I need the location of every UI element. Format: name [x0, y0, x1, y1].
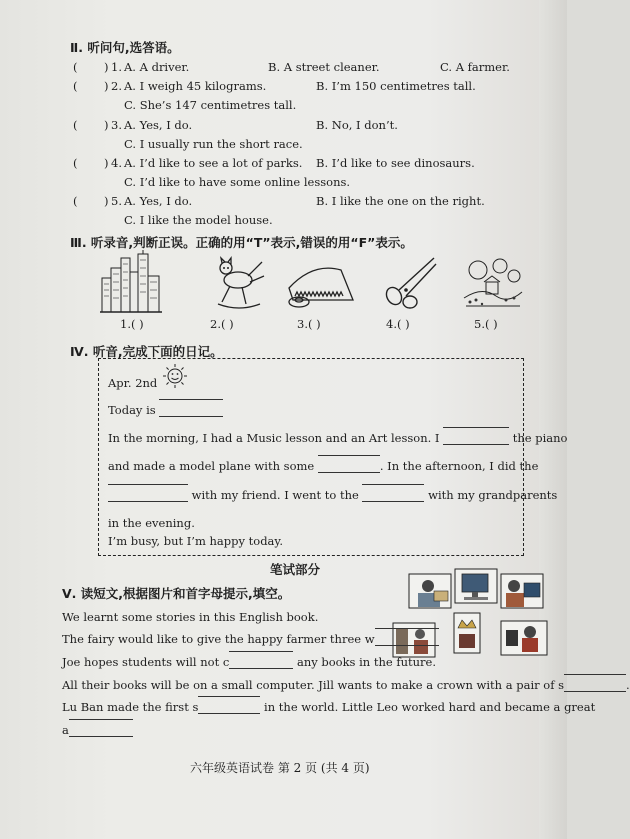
diary-line-1: In the morning, I had a Music lesson and an Art lesson. I the piano — [108, 431, 568, 445]
section-5-title: Ⅴ. 读短文,根据图片和首字母提示,填空。 — [62, 586, 291, 601]
blank-evening-place[interactable] — [362, 489, 424, 502]
item-4-num: 4. — [111, 156, 122, 170]
section-2-title: Ⅱ. 听问句,选答语。 — [70, 40, 180, 55]
passage-line-2: The fairy would like to give the happy farmer three w — [62, 632, 439, 646]
tf-answer-1[interactable]: 1.( ) — [120, 317, 144, 331]
diary-line-2: and made a model plane with some . In the afternoon, I did the — [108, 459, 539, 473]
item-3-option-c: C. I usually run the short race. — [124, 137, 303, 151]
passage-line-5: Lu Ban made the first s in the world. Little Leo worked hard and became a great — [62, 700, 596, 714]
answer-paren-close-4: ) — [104, 156, 109, 170]
item-5-option-a: A. Yes, I do. — [124, 194, 193, 208]
item-4-option-a: A. I’d like to see a lot of parks. — [124, 156, 303, 170]
item-2-num: 2. — [111, 79, 122, 93]
tf-answer-2[interactable]: 2.( ) — [210, 317, 234, 331]
item-3-num: 3. — [111, 118, 122, 132]
item-5-num: 5. — [111, 194, 122, 208]
passage-line-3: Joe hopes students will not c any books in the future. — [62, 655, 436, 669]
item-2-option-c: C. She’s 147 centimetres tall. — [124, 98, 297, 112]
answer-paren-2[interactable]: ( — [73, 79, 78, 93]
answer-paren-close-2: ) — [104, 79, 109, 93]
item-2-option-b: B. I’m 150 centimetres tall. — [316, 79, 476, 93]
cat-flying-icon — [212, 256, 266, 312]
diary-line-4: in the evening. — [108, 516, 195, 530]
reading-boy-picture — [408, 573, 452, 609]
garden-scene-icon — [462, 256, 524, 312]
blank-wishes[interactable] — [375, 633, 439, 646]
item-4-option-b: B. I’d like to see dinosaurs. — [316, 156, 475, 170]
diary-today-label: Today is — [108, 403, 223, 417]
tf-answer-5[interactable]: 5.( ) — [474, 317, 498, 331]
answer-paren-close-1: ) — [104, 60, 109, 74]
computer-picture — [454, 568, 498, 604]
blank-saw[interactable] — [198, 701, 260, 714]
passage-line-1: We learnt some stories in this English book. — [62, 610, 319, 624]
section-4-title: Ⅳ. 听音,完成下面的日记。 — [70, 344, 223, 359]
tf-answer-4[interactable]: 4.( ) — [386, 317, 410, 331]
diary-line-3: with my friend. I went to the with my grandparents — [108, 488, 557, 502]
item-1-option-a: A. A driver. — [124, 60, 190, 74]
item-4-option-c: C. I’d like to have some online lessons. — [124, 175, 351, 189]
boy-with-computer-picture — [500, 573, 544, 609]
item-2-option-a: A. I weigh 45 kilograms. — [124, 79, 267, 93]
item-3-option-b: B. No, I don’t. — [316, 118, 398, 132]
answer-paren-4[interactable]: ( — [73, 156, 78, 170]
item-3-option-a: A. Yes, I do. — [124, 118, 193, 132]
saw-and-tape-icon — [283, 260, 357, 310]
answer-paren-1[interactable]: ( — [73, 60, 78, 74]
item-1-num: 1. — [111, 60, 122, 74]
item-1-option-b: B. A street cleaner. — [268, 60, 380, 74]
answer-paren-3[interactable]: ( — [73, 118, 78, 132]
saw-workshop-picture — [500, 620, 548, 656]
page-footer: 六年级英语试卷 第 2 页 (共 4 页) — [190, 761, 370, 775]
crown-scissors-picture — [453, 612, 481, 654]
tf-answer-3[interactable]: 3.( ) — [297, 317, 321, 331]
item-5-option-c: C. I like the model house. — [124, 213, 273, 227]
today-blank[interactable] — [159, 404, 223, 417]
written-part-title: 笔试部分 — [270, 562, 321, 577]
diary-date: Apr. 2nd — [108, 376, 158, 390]
answer-paren-5[interactable]: ( — [73, 194, 78, 208]
passage-line-6: a — [62, 723, 133, 737]
scissors-icon — [384, 254, 438, 310]
blank-afternoon-activity[interactable] — [108, 489, 188, 502]
blank-materials[interactable] — [318, 460, 380, 473]
item-5-option-b: B. I like the one on the right. — [316, 194, 485, 208]
city-skyline-icon — [100, 250, 162, 314]
item-1-option-c: C. A farmer. — [440, 60, 510, 74]
answer-paren-close-3: ) — [104, 118, 109, 132]
diary-line-5: I’m busy, but I’m happy today. — [108, 534, 284, 548]
blank-carry[interactable] — [229, 656, 293, 669]
sun-icon — [162, 363, 188, 389]
answer-paren-close-5: ) — [104, 194, 109, 208]
passage-line-4: All their books will be on a small computer. Jill wants to make a crown with a pair of s . — [62, 678, 630, 692]
blank-scissors[interactable] — [564, 679, 626, 692]
section-3-title: Ⅲ. 听录音,判断正误。正确的用“T”表示,错误的用“F”表示。 — [70, 235, 413, 250]
blank-artist[interactable] — [69, 724, 133, 737]
blank-morning-verb[interactable] — [443, 432, 509, 445]
